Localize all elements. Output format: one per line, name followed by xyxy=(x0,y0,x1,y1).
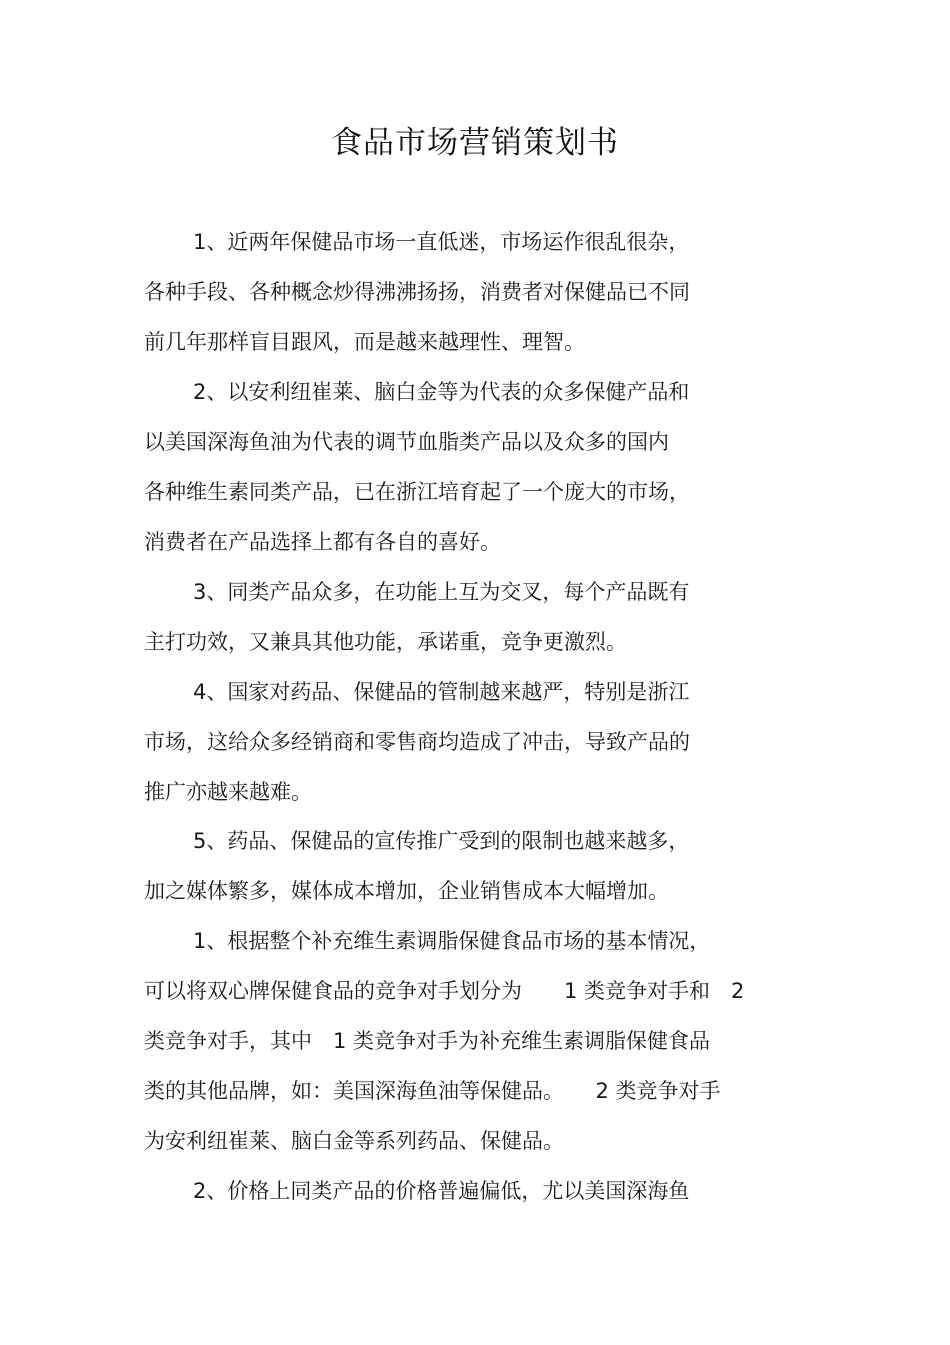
paragraph-line: 主打功效，又兼具其他功能，承诺重，竞争更激烈。 xyxy=(144,630,627,654)
paragraph-line: 前几年那样盲目跟风，而是越来越理性、理智。 xyxy=(144,330,585,354)
paragraph-line: 1、根据整个补充维生素调脂保健食品市场的基本情况， xyxy=(193,929,711,953)
paragraph-line: 3、同类产品众多，在功能上互为交叉，每个产品既有 xyxy=(193,580,690,604)
paragraph-line: 4、国家对药品、保健品的管制越来越严，特别是浙江 xyxy=(193,680,690,704)
paragraph-line: 2、价格上同类产品的价格普遍偏低，尤以美国深海鱼 xyxy=(193,1179,690,1203)
paragraph-line: 各种维生素同类产品，已在浙江培育起了一个庞大的市场， xyxy=(144,480,690,504)
paragraph-line: 类竞争对手，其中 1 类竞争对手为补充维生素调脂保健食品 xyxy=(144,1029,711,1053)
paragraph-line: 消费者在产品选择上都有各自的喜好。 xyxy=(144,530,501,554)
paragraph-line: 推广亦越来越难。 xyxy=(144,780,312,804)
paragraph-line: 各种手段、各种概念炒得沸沸扬扬，消费者对保健品已不同 xyxy=(144,280,690,304)
paragraph-line: 市场，这给众多经销商和零售商均造成了冲击，导致产品的 xyxy=(144,730,690,754)
paragraph-line: 2、以安利纽崔莱、脑白金等为代表的众多保健产品和 xyxy=(193,380,690,404)
paragraph-line: 5、药品、保健品的宣传推广受到的限制也越来越多， xyxy=(193,829,690,853)
paragraph-line: 可以将双心牌保健食品的竞争对手划分为 1 类竞争对手和 2 xyxy=(144,979,745,1003)
document-title: 食品市场营销策划书 xyxy=(331,125,619,161)
paragraph-line: 为安利纽崔莱、脑白金等系列药品、保健品。 xyxy=(144,1129,564,1153)
paragraph-line: 类的其他品牌，如：美国深海鱼油等保健品。 2 类竞争对手 xyxy=(144,1079,721,1103)
paragraph-line: 以美国深海鱼油为代表的调节血脂类产品以及众多的国内 xyxy=(144,430,669,454)
paragraph-line: 加之媒体繁多，媒体成本增加，企业销售成本大幅增加。 xyxy=(144,879,669,903)
paragraph-line: 1、近两年保健品市场一直低迷，市场运作很乱很杂， xyxy=(193,230,690,254)
